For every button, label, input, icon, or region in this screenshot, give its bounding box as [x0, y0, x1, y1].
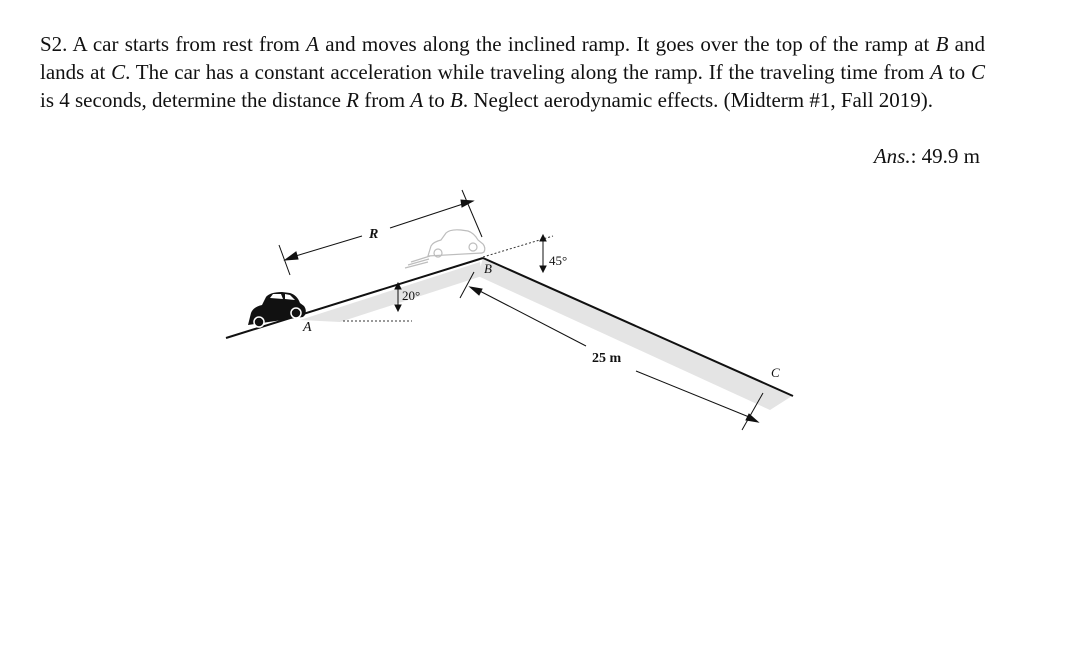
text-run: to — [943, 60, 971, 84]
variable-symbol: A — [410, 88, 424, 112]
distance-25m-label: 25 m — [592, 351, 622, 366]
dimension-r-label: R — [369, 227, 379, 242]
variable-symbol: A — [930, 60, 944, 84]
variable-symbol: A — [306, 32, 319, 56]
point-a-label: A — [303, 320, 312, 335]
slope-line — [483, 258, 793, 396]
text-run: to — [423, 88, 450, 112]
variable-symbol: B — [450, 88, 463, 112]
variable-symbol: C — [970, 60, 985, 84]
text-run: S2. A car starts from rest from — [40, 32, 307, 56]
slope-shading — [478, 258, 792, 410]
point-c-label: C — [771, 365, 780, 380]
angle-arrow-45 — [540, 235, 546, 272]
variable-symbol: B — [935, 32, 949, 56]
text-run: is 4 seconds, determine the distance — [40, 88, 347, 112]
variable-symbol: R — [346, 88, 359, 112]
text-run: and lands at — [40, 32, 985, 84]
text-run: . The car has a constant acceleration while traveling along the ramp. If the traveling time from — [125, 60, 931, 84]
answer-prefix: Ans. — [873, 144, 911, 168]
dimension-r — [279, 190, 482, 275]
ramp-shading — [300, 262, 482, 322]
ramp-line — [226, 258, 483, 338]
text-run: . Neglect aerodynamic effects. (Midterm #1, Fall 2019). — [462, 88, 934, 112]
angle-45-label: 45° — [549, 253, 568, 268]
ghost-car-icon — [405, 230, 485, 268]
text-run: from — [359, 88, 411, 112]
text-run: and moves along the inclined ramp. It goes over the top of the ramp at — [319, 32, 936, 56]
point-b-label: B — [484, 261, 492, 276]
angle-20-label: 20° — [402, 288, 421, 303]
variable-symbol: C — [111, 60, 126, 84]
answer-value: : 49.9 m — [910, 144, 980, 168]
